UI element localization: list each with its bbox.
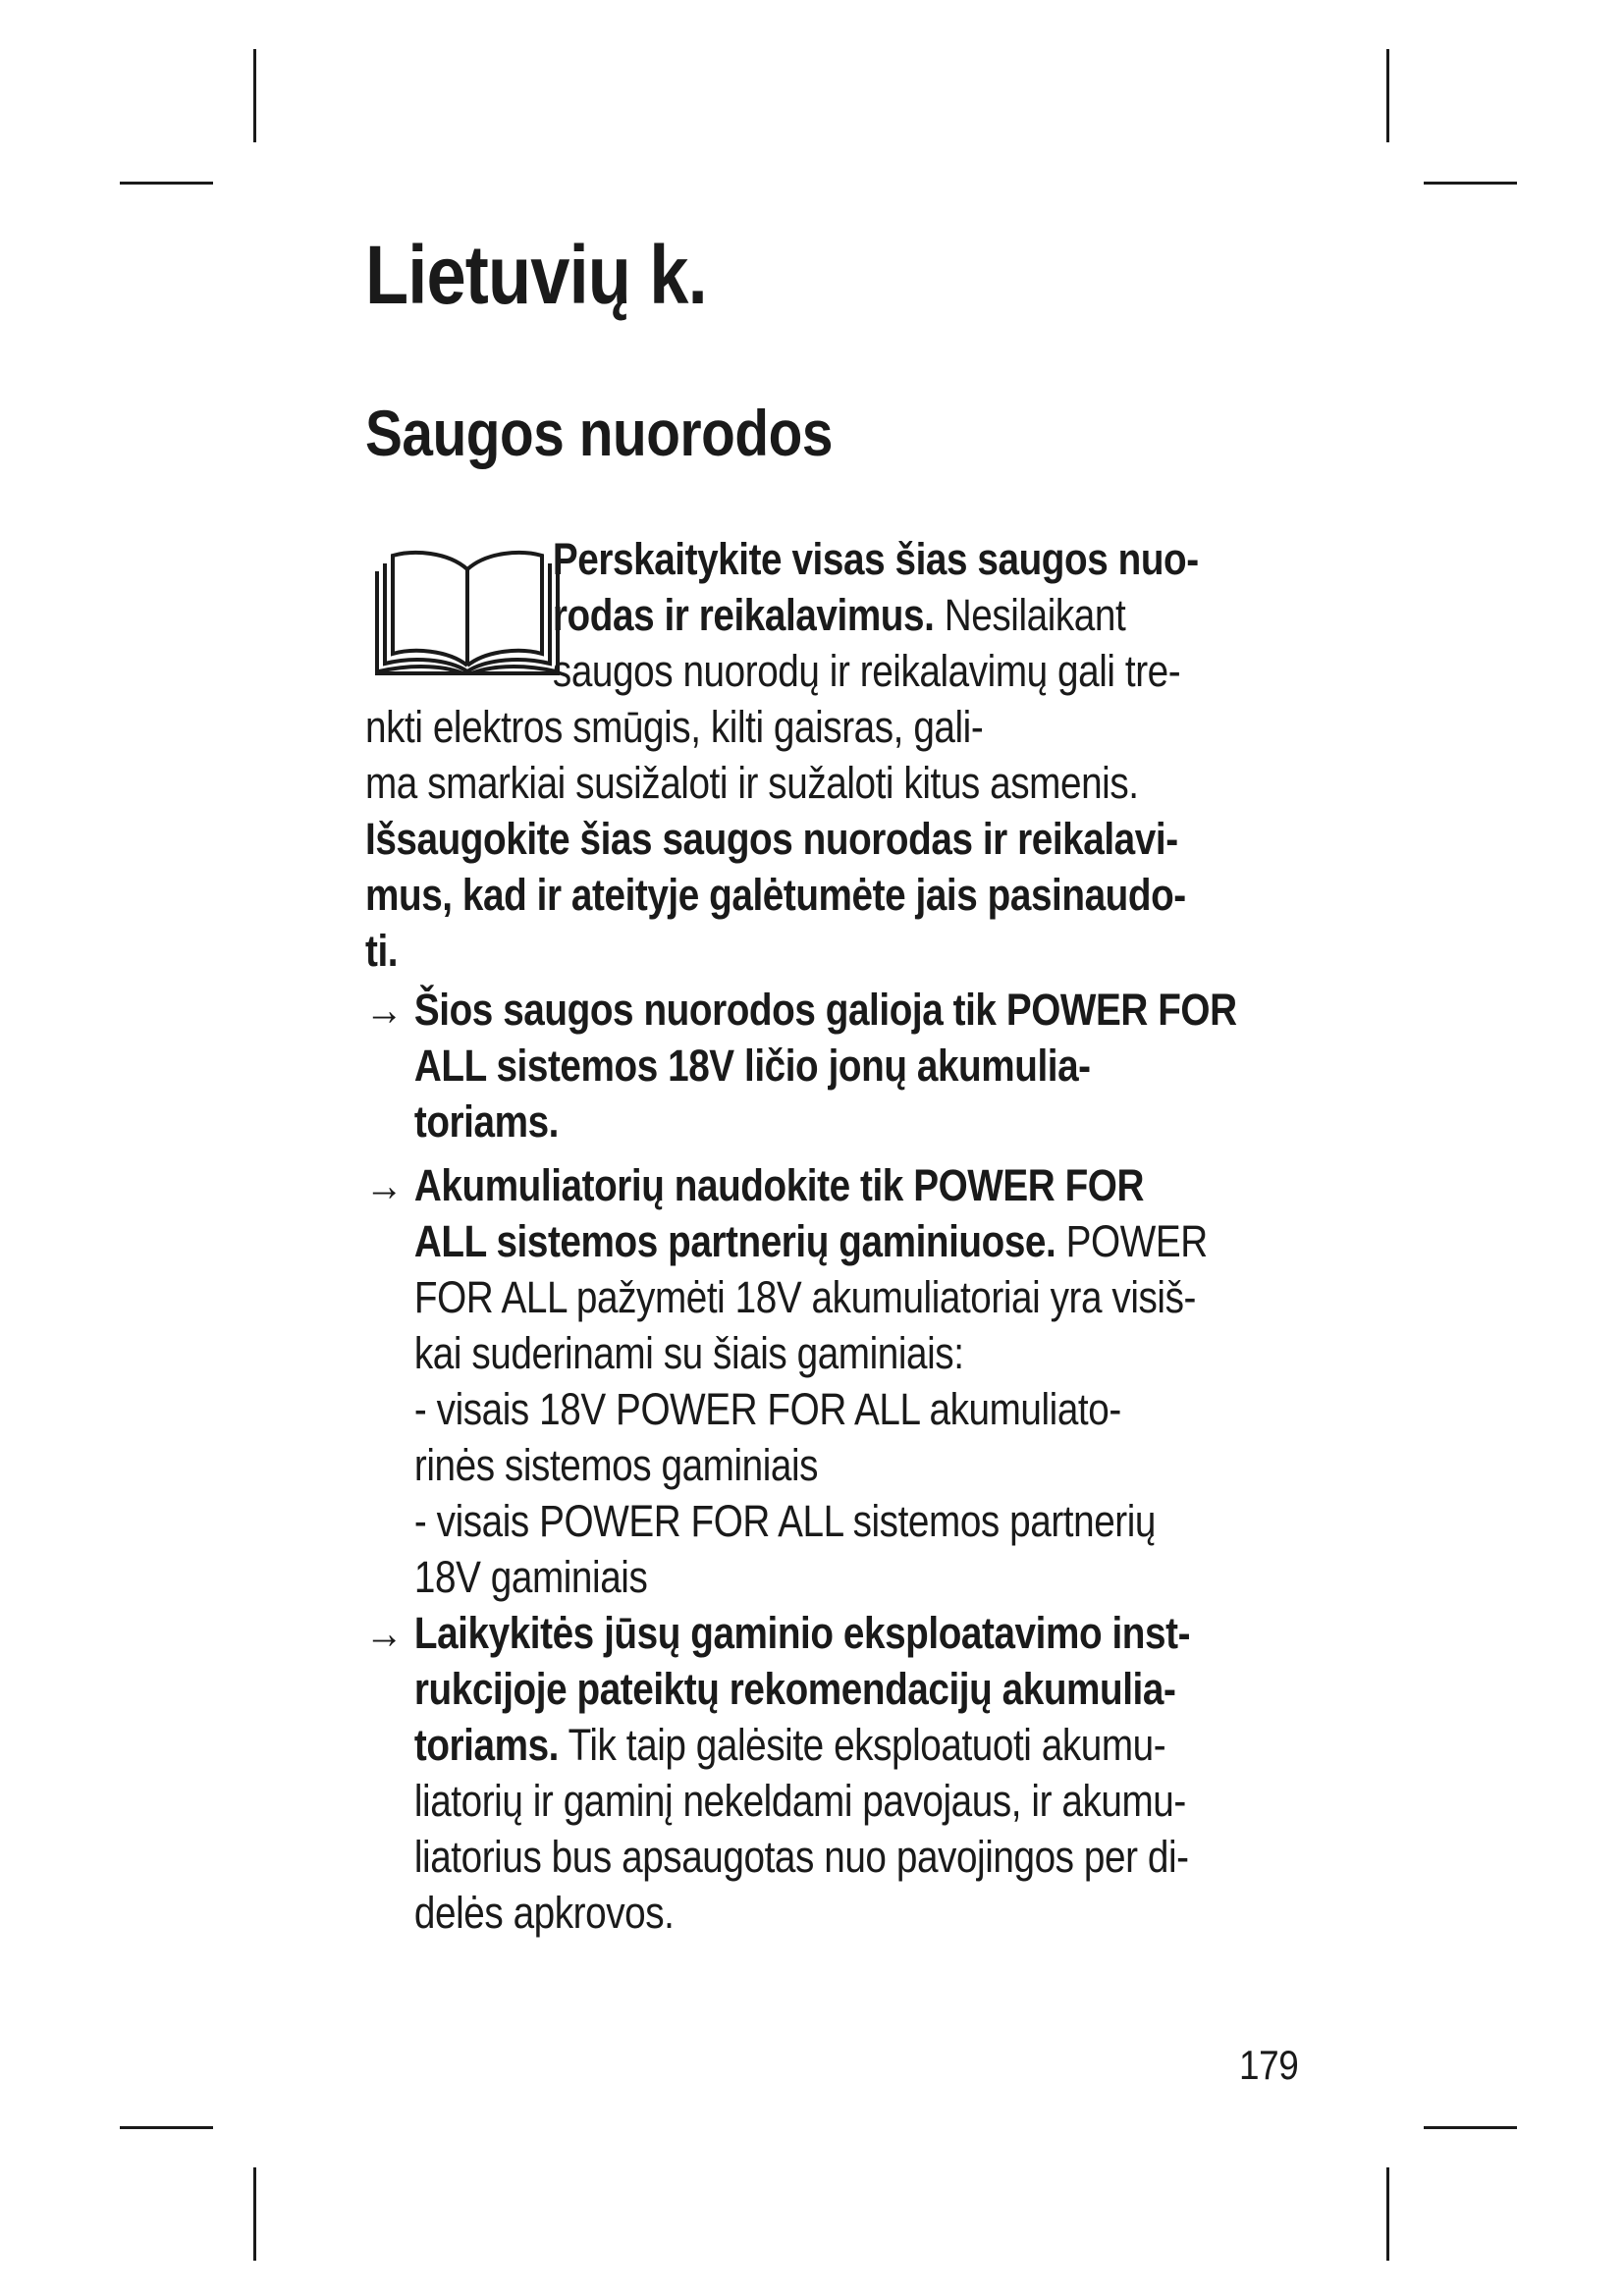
keep-instructions-line: Išsaugokite šias saugos nuorodas ir reikalavi- [365, 814, 1178, 864]
bullet-line [365, 1605, 1311, 1661]
bullet-text: POWER [1056, 1216, 1208, 1266]
intro-line: nkti elektros smūgis, kilti gaisras, gali- [365, 702, 984, 752]
arrow-icon: → [365, 1608, 404, 1658]
crop-mark [120, 2126, 213, 2129]
intro-line: saugos nuorodų ir reikalavimų gali tre- [552, 646, 1181, 696]
crop-mark [253, 49, 256, 142]
arrow-icon: → [365, 985, 404, 1035]
bullet-bold-text: toriams. [413, 1720, 559, 1770]
crop-mark [1386, 2167, 1389, 2261]
intro-line [365, 587, 1311, 643]
bullet-text: Tik taip galėsite eksploatuoti akumu- [558, 1720, 1166, 1770]
bullet-line: FOR ALL pažymėti 18V akumuliatoriai yra visiš- [413, 1272, 1196, 1322]
crop-mark [253, 2167, 256, 2261]
intro-text: Nesilaikant [934, 590, 1126, 640]
arrow-icon: → [365, 1160, 404, 1210]
intro-bold-text: Perskaitykite visas šias saugos nuo- [552, 534, 1199, 584]
bullet-line: toriams. [413, 1096, 559, 1147]
bullet-item [365, 1605, 1311, 1941]
bullet-line [365, 1157, 1311, 1213]
bullet-line [365, 1213, 1311, 1269]
intro-bold-text: rodas ir reikalavimus. [552, 590, 935, 640]
crop-mark [1386, 49, 1389, 142]
bullet-line: kai suderinami su šiais gaminiais: [413, 1328, 964, 1378]
bullet-bold-text: ALL sistemos partnerių gaminiuose. [413, 1216, 1056, 1266]
keep-instructions-line: mus, kad ir ateityje galėtumėte jais pasinaudo- [365, 870, 1186, 920]
bullet-bold-text: Laikykitės jūsų gaminio eksploatavimo inst- [413, 1608, 1191, 1658]
bullet-line: liatorių ir gaminį nekeldami pavojaus, ir akumu- [413, 1776, 1186, 1826]
crop-mark [1424, 182, 1517, 185]
bullet-line: 18V gaminiais [413, 1552, 648, 1602]
intro-line [365, 531, 1311, 587]
bullet-line: delės apkrovos. [413, 1888, 675, 1938]
keep-instructions-line: ti. [365, 926, 399, 976]
crop-mark [1424, 2126, 1517, 2129]
section-title: Saugos nuorodos [365, 397, 834, 469]
bullet-bold-text: Šios saugos nuorodos galioja tik POWER FOR [413, 985, 1237, 1035]
safety-text [365, 531, 1311, 1941]
bullet-bold-text: Akumuliatorių naudokite tik POWER FOR [413, 1160, 1144, 1210]
bullet-item [365, 982, 1311, 1149]
page-number: 179 [1239, 2042, 1299, 2088]
language-title: Lietuvių k. [365, 229, 707, 321]
bullet-line [365, 1717, 1311, 1773]
bullet-line: rukcijoje pateiktų rekomendacijų akumulia- [413, 1664, 1176, 1714]
bullet-line: rinės sistemos gaminiais [413, 1440, 819, 1490]
bullet-line: - visais POWER FOR ALL sistemos partnerių [413, 1496, 1157, 1546]
bullet-line: - visais 18V POWER FOR ALL akumuliato- [413, 1384, 1121, 1434]
bullet-line [365, 982, 1311, 1038]
bullet-line: liatorius bus apsaugotas nuo pavojingos per di- [413, 1832, 1189, 1882]
bullet-item [365, 1157, 1311, 1605]
intro-line: ma smarkiai susižaloti ir sužaloti kitus asmenis. [365, 758, 1139, 808]
crop-mark [120, 182, 213, 185]
bullet-line: ALL sistemos 18V ličio jonų akumulia- [413, 1041, 1091, 1091]
